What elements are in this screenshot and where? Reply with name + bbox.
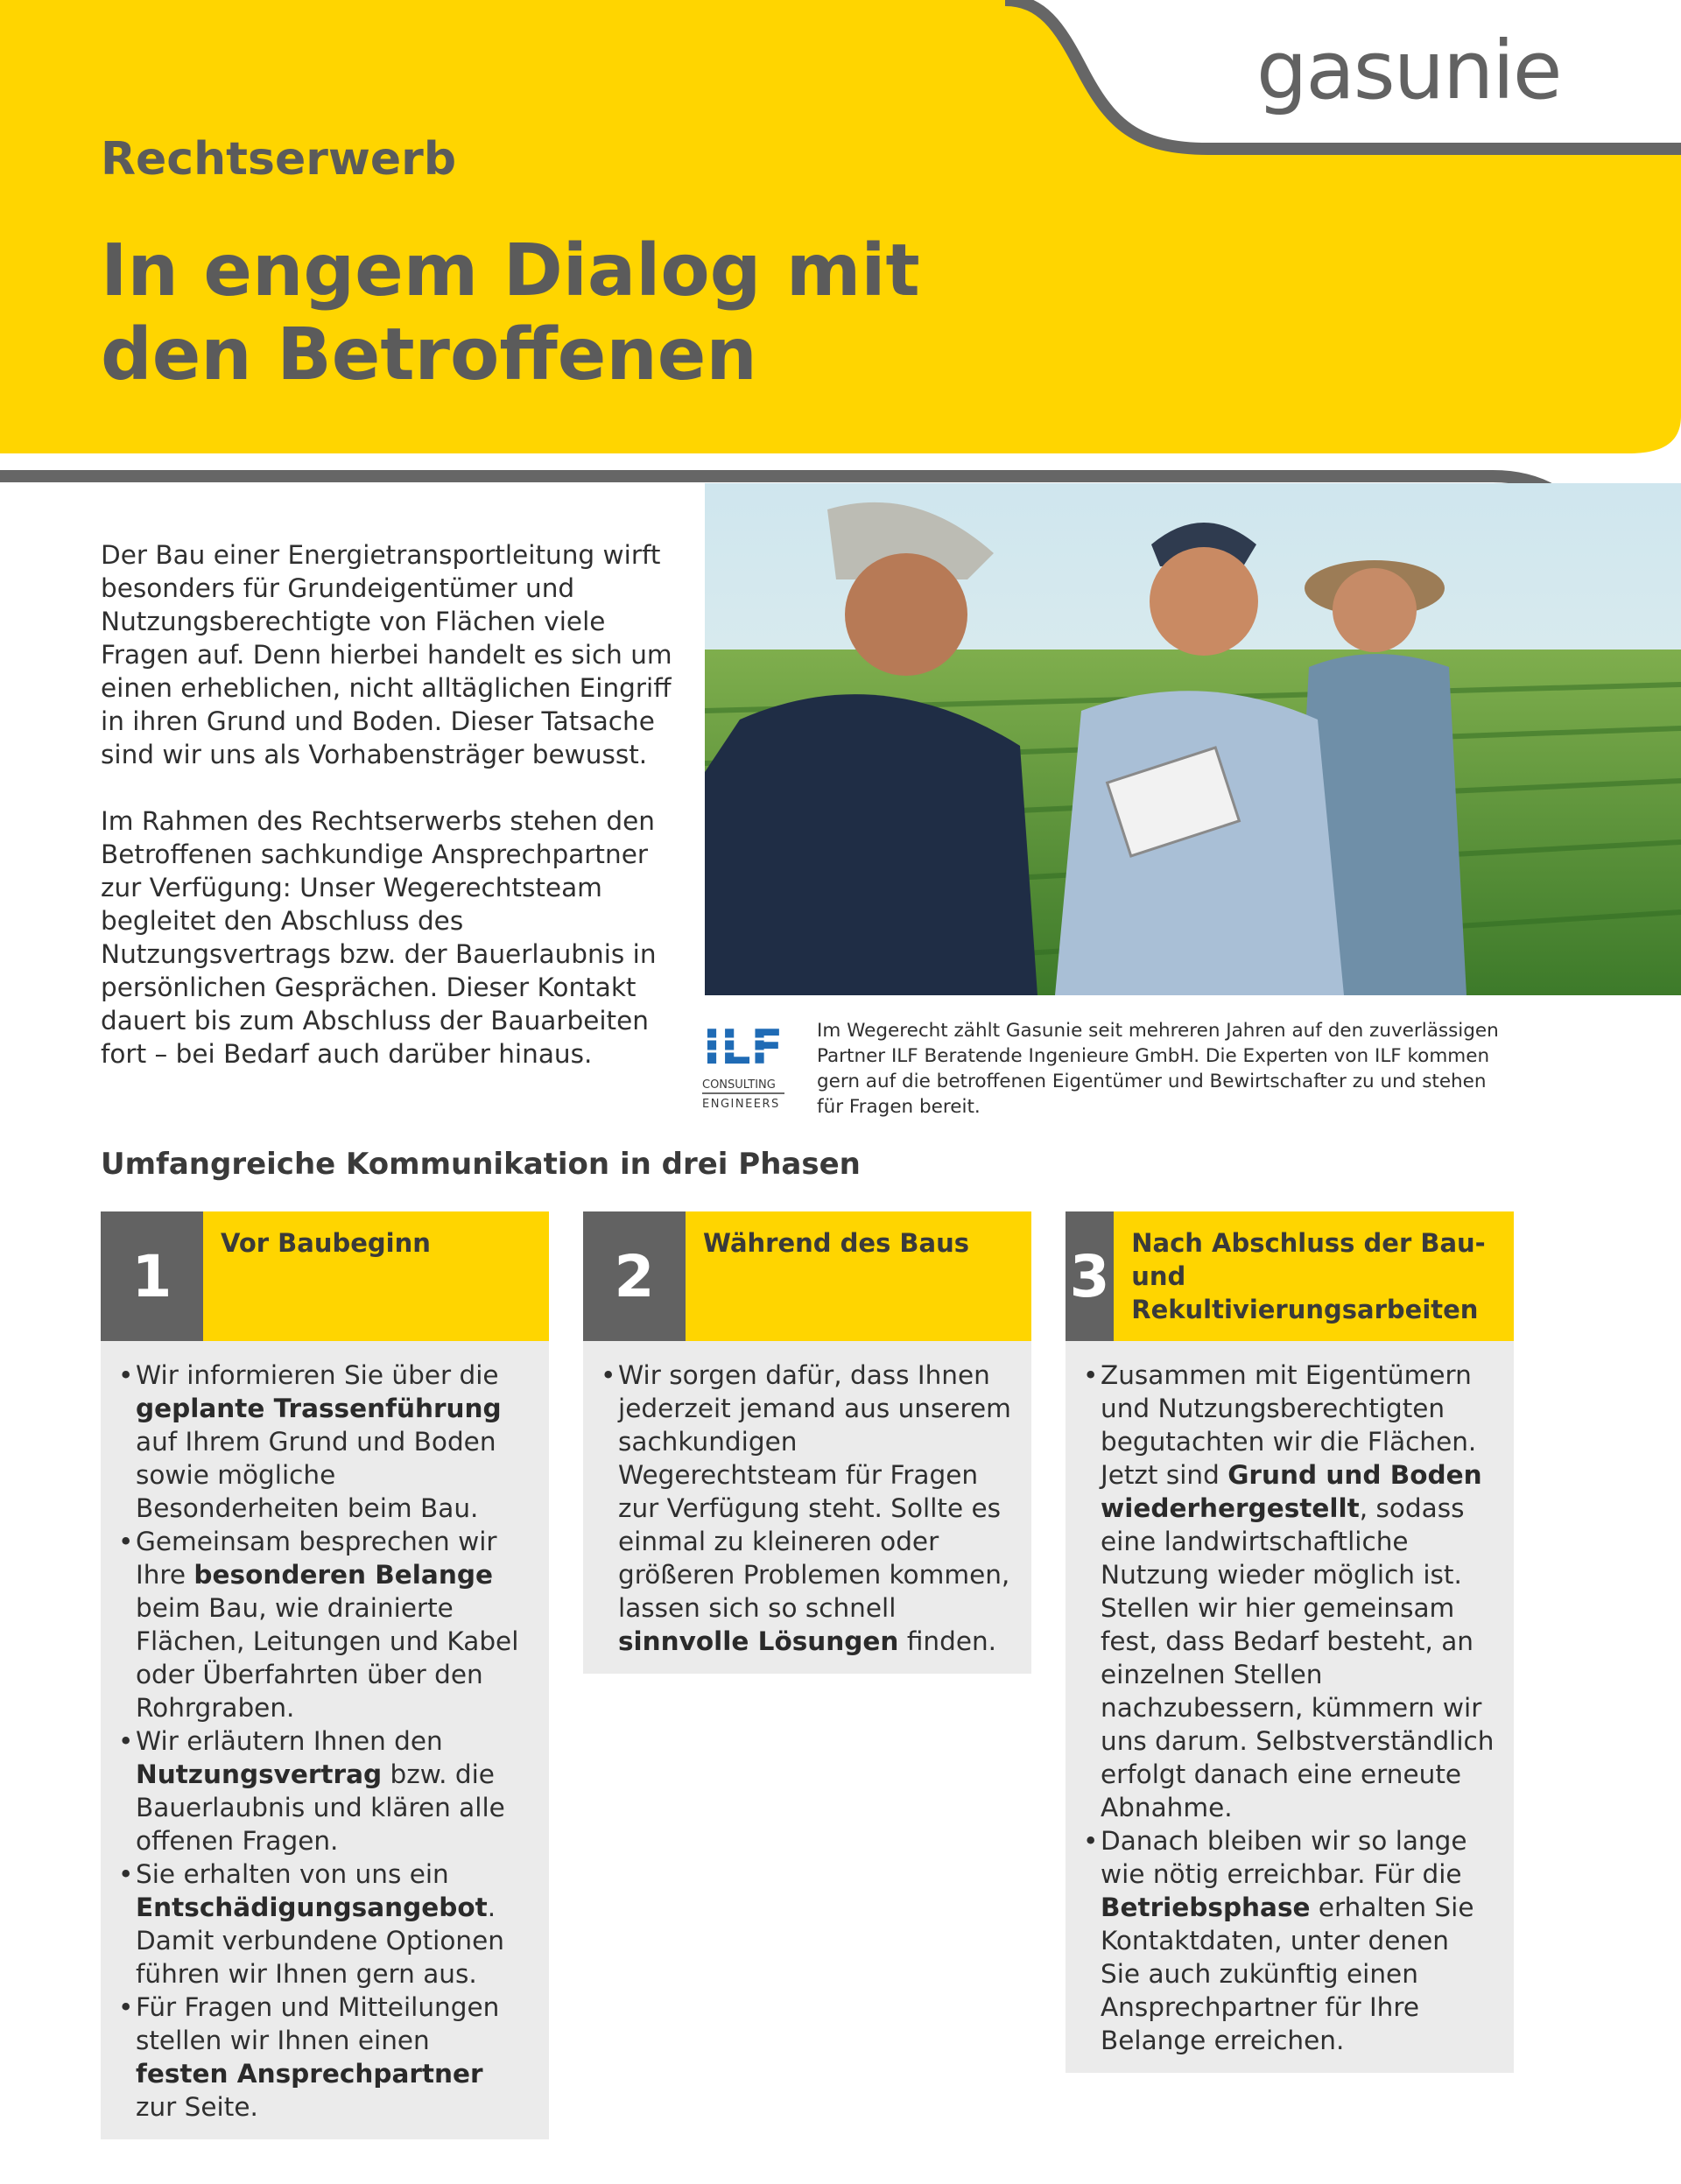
- bullet-text: erhalten Sie Kontaktdaten, unter denen Sie auch zukünftig einen Ansprechpartner für Ihre Belange erreichen.: [1101, 1893, 1474, 2055]
- bullet-text: Gemeinsam besprechen wir Ihre: [136, 1527, 497, 1590]
- intro-paragraph-2: Im Rahmen des Rechtserwerbs stehen den Betroffenen sachkundige Ansprechpartner zur Verfügung: Unser Wegerechtsteam begleitet den Abschluss des Nutzungsvertrags bzw. der Bauerlaubnis in persönlichen Gesprächen. Dieser Kontakt dauert bis zum Abschluss der Bauarbeiten fort – bei Bedarf auch darüber hinaus.: [101, 806, 657, 1069]
- bullet-text: Zusammen mit Eigentümern und Nutzungsberechtigten begutachten wir die Flächen. Jetzt sind: [1101, 1360, 1477, 1490]
- bullet-text: Wir informieren Sie über die: [136, 1360, 499, 1390]
- phase-title: Vor Baubeginn: [221, 1228, 431, 1258]
- phase-list: [118, 1359, 530, 2124]
- phase-body: [101, 1341, 549, 2139]
- ilf-logo-sub2: ENGINEERS: [702, 1098, 780, 1111]
- bullet-text: beim Bau, wie drainierte Flächen, Leitungen und Kabel oder Überfahrten über den Rohrgraben.: [136, 1593, 519, 1723]
- section-title: Umfangreiche Kommunikation in drei Phasen: [101, 1147, 861, 1182]
- phase-header: [1066, 1211, 1514, 1341]
- field-photo: [705, 483, 1681, 995]
- phase-body: [1066, 1341, 1514, 2073]
- page-kicker: Rechtserwerb: [101, 133, 457, 186]
- ilf-logo: [700, 1020, 788, 1116]
- bullet-item: [118, 1359, 530, 1525]
- intro-text: [101, 538, 679, 1104]
- svg-text:gasunie: gasunie: [1256, 26, 1561, 117]
- bullet-item: [601, 1359, 1012, 1658]
- phase-header: [583, 1211, 1031, 1341]
- bullet-text: finden.: [898, 1626, 997, 1656]
- bullet-item: [118, 1525, 530, 1724]
- phase-body: [583, 1341, 1031, 1674]
- bullet-text: , sodass eine landwirtschaftliche Nutzung wieder möglich ist. Stellen wir hier gemeinsam fest, dass Bedarf besteht, an einzelnen Stellen nachzubessern, kümmern wir uns darum. Selbstverständlich erfolgt danach eine erneute Abnahme.: [1101, 1493, 1495, 1822]
- phase-number: 1: [101, 1211, 203, 1341]
- bullet-text: Wir sorgen dafür, dass Ihnen jederzeit jemand aus unserem sachkundigen Wegerechtsteam für Fragen zur Verfügung steht. Sollte es einmal zu kleineren oder größeren Problemen kommen, lassen sich so schnell: [618, 1360, 1011, 1623]
- bullet-text: zur Seite.: [136, 2092, 258, 2122]
- bullet-emphasis: Grund und Boden wiederhergestellt: [1101, 1460, 1482, 1523]
- phase-card-1: [101, 1211, 549, 2139]
- ilf-logo-text: ILF: [703, 1020, 784, 1075]
- title-line-2: den Betroffenen: [101, 313, 757, 397]
- bullet-item: [118, 1991, 530, 2124]
- bullet-emphasis: festen Ansprechpartner: [136, 2059, 483, 2089]
- bullet-text: auf Ihrem Grund und Boden sowie mögliche Besonderheiten beim Bau.: [136, 1427, 496, 1523]
- phase-list: [601, 1359, 1012, 1658]
- gasunie-logo: [1248, 26, 1598, 131]
- partner-caption: Im Wegerecht zählt Gasunie seit mehreren Jahren auf den zuverlässigen Partner ILF Beratende Ingenieure GmbH. Die Experten von ILF kommen gern auf die betroffenen Eigentümer und Bewirtschafter zu und stehen für Fragen bereit.: [817, 1020, 1499, 1118]
- page-title: [101, 229, 1064, 397]
- bullet-text: Sie erhalten von uns ein: [136, 1859, 449, 1889]
- phase-card-2: [583, 1211, 1031, 1674]
- bullet-emphasis: Betriebsphase: [1101, 1893, 1311, 1922]
- bullet-text: bzw. die Bauerlaubnis und klären alle offenen Fragen.: [136, 1759, 505, 1856]
- bullet-item: [1083, 1359, 1495, 1824]
- bullet-text: Danach bleiben wir so lange wie nötig erreichbar. Für die: [1101, 1826, 1467, 1889]
- bullet-emphasis: Entschädigungsangebot: [136, 1893, 488, 1922]
- phase-number: 3: [1066, 1211, 1114, 1341]
- intro-paragraph-1: Der Bau einer Energietransportleitung wirft besonders für Grundeigentümer und Nutzungsberechtigte von Flächen viele Fragen auf. Denn hierbei handelt es sich um einen erheblichen, nicht alltäglichen Eingriff in ihren Grund und Boden. Dieser Tatsache sind wir uns als Vorhabensträger bewusst.: [101, 540, 672, 769]
- bullet-item: [118, 1724, 530, 1857]
- phase-title: Nach Abschluss der Bau- und Rekultivierungsarbeiten: [1131, 1228, 1486, 1324]
- phase-number: 2: [583, 1211, 686, 1341]
- bullet-item: [118, 1857, 530, 1991]
- bullet-item: [1083, 1824, 1495, 2057]
- phase-title: Während des Baus: [703, 1228, 970, 1258]
- bullet-emphasis: geplante Trassenführung: [136, 1394, 502, 1423]
- bullet-emphasis: besonderen Belange: [193, 1560, 493, 1590]
- phase-header: [101, 1211, 549, 1341]
- bullet-text: Für Fragen und Mitteilungen stellen wir Ihnen einen: [136, 1992, 500, 2055]
- phase-card-3: [1066, 1211, 1514, 2073]
- ilf-logo-sub1: CONSULTING: [702, 1078, 776, 1092]
- phase-list: [1083, 1359, 1495, 2057]
- bullet-text: Wir erläutern Ihnen den: [136, 1726, 443, 1756]
- bullet-emphasis: Nutzungsvertrag: [136, 1759, 383, 1789]
- bullet-text: . Damit verbundene Optionen führen wir Ihnen gern aus.: [136, 1893, 504, 1989]
- bullet-emphasis: sinnvolle Lösungen: [618, 1626, 899, 1656]
- title-line-1: In engem Dialog mit: [101, 229, 920, 313]
